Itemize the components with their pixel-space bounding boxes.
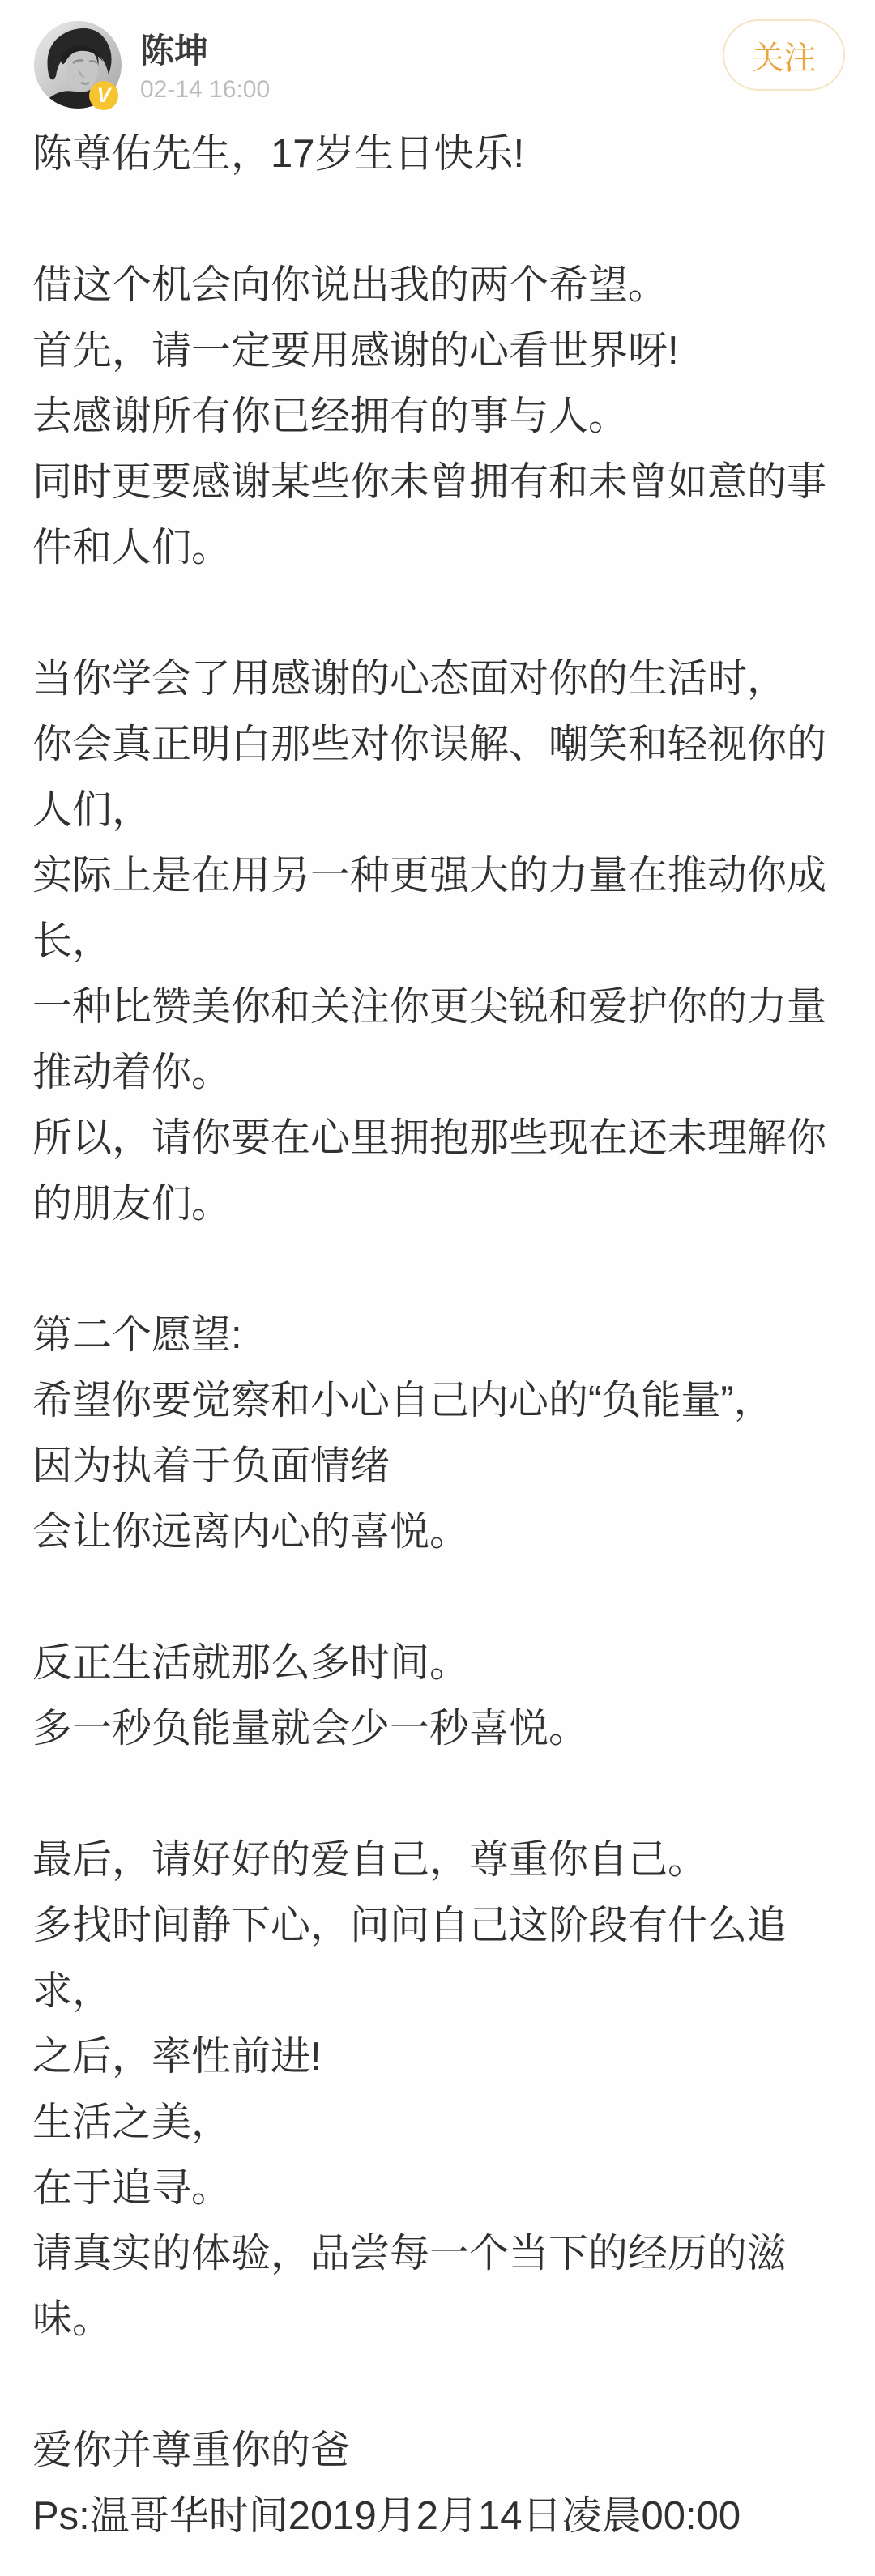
post-line: 希望你要觉察和小心自己内心的“负能量”，	[32, 1379, 774, 1422]
post-line: 会让你远离内心的喜悦。	[32, 1510, 470, 1554]
post-line: 去感谢所有你已经拥有的事与人。	[32, 395, 629, 438]
post-line: 的朋友们。	[32, 1182, 232, 1226]
post-body	[0, 122, 875, 2549]
post-line: 一种比赞美你和关注你更尖锐和爱护你的力量	[32, 985, 827, 1029]
verified-badge-icon: V	[89, 81, 118, 110]
post-line: 在于追寻。	[32, 2166, 232, 2210]
post-blank-line	[32, 1762, 843, 1828]
post-line: 多一秒负能量就会少一秒喜悦。	[32, 1707, 589, 1751]
post-line: 最后，请好好的爱自己，尊重你自己。	[32, 1838, 708, 1882]
post-line: 同时更要感谢某些你未曾拥有和未曾如意的事	[32, 460, 827, 504]
post-timestamp: 02-14 16:00	[140, 76, 271, 103]
post-blank-line	[32, 1237, 843, 1303]
post-line: 所以，请你要在心里拥抱那些现在还未理解你	[32, 1116, 827, 1160]
post-line: 之后，率性前进!	[32, 2035, 322, 2079]
post-blank-line	[32, 2352, 843, 2418]
post-blank-line	[32, 581, 843, 646]
post-line: 爱你并尊重你的爸	[32, 2429, 351, 2472]
post-line: 因为执着于负面情绪	[32, 1444, 391, 1488]
post-line: 推动着你。	[32, 1051, 232, 1094]
post-line: 当你学会了用感谢的心态面对你的生活时，	[32, 657, 788, 701]
post-line: 人们，	[32, 788, 152, 832]
post-header	[0, 0, 875, 122]
post-line: 长，	[32, 919, 113, 963]
post-line: 生活之美，	[32, 2100, 232, 2144]
post-line: Ps:温哥华时间2019月2月14日凌晨00:00	[32, 2494, 741, 2538]
post-line: 味。	[32, 2297, 113, 2341]
post-line: 借这个机会向你说出我的两个希望。	[32, 263, 668, 307]
post-line: 你会真正明白那些对你误解、嘲笑和轻视你的	[32, 723, 827, 766]
post-line: 实际上是在用另一种更强大的力量在推动你成	[32, 854, 827, 898]
post-blank-line	[32, 1565, 843, 1631]
post-line: 陈尊佑先生，17岁生日快乐!	[32, 132, 525, 176]
post-line: 首先，请一定要用感谢的心看世界呀!	[32, 329, 679, 373]
post-line: 多找时间静下心，问问自己这阶段有什么追	[32, 1904, 788, 1947]
post-line: 反正生活就那么多时间。	[32, 1641, 470, 1685]
post-blank-line	[32, 187, 843, 253]
follow-button[interactable]: 关注	[723, 19, 845, 91]
user-name[interactable]: 陈坤	[140, 32, 209, 70]
post-line: 求，	[32, 1969, 113, 2013]
post-line: 第二个愿望:	[32, 1313, 242, 1357]
post-line: 件和人们。	[32, 526, 232, 569]
post-line: 请真实的体验，品尝每一个当下的经历的滋	[32, 2232, 788, 2275]
